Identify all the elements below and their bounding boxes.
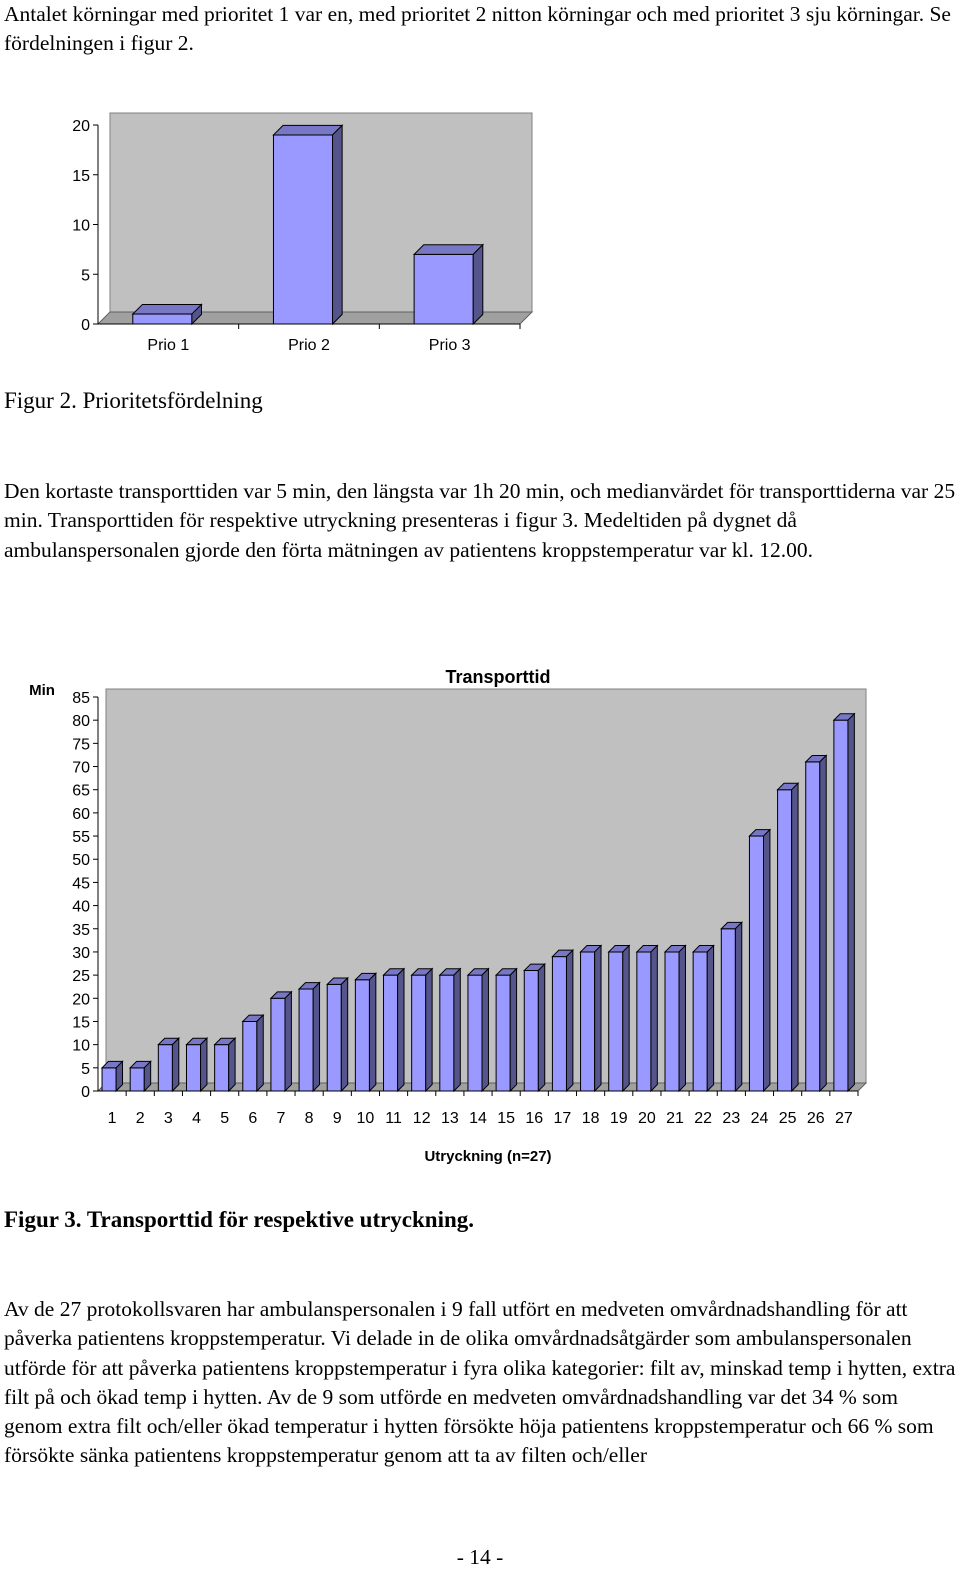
x-tick-label: 20	[637, 1110, 656, 1127]
bar-side	[595, 946, 601, 1091]
bar-side	[257, 1015, 263, 1091]
x-tick-label: Prio 1	[147, 337, 190, 354]
y-tick-label: 5	[81, 267, 90, 285]
bar-front	[133, 314, 192, 324]
bar-front	[215, 1045, 229, 1091]
bar-front	[271, 998, 285, 1091]
transport-time-chart	[0, 660, 960, 1170]
x-tick-label: 21	[666, 1110, 684, 1127]
y-tick-label: 35	[72, 921, 90, 939]
x-tick-label: 3	[163, 1110, 173, 1127]
x-tick-label: 7	[276, 1110, 286, 1127]
bar-side	[707, 946, 713, 1091]
bar-side	[333, 125, 343, 324]
x-tick-label: 24	[750, 1110, 769, 1127]
y-tick-label: 5	[81, 1060, 90, 1078]
y-tick-label: 60	[72, 805, 90, 823]
x-tick-label: 2	[135, 1110, 145, 1127]
x-tick-label: 14	[469, 1110, 487, 1127]
y-tick-label: 50	[72, 852, 90, 870]
y-tick-label: 25	[72, 968, 90, 986]
bar-front	[609, 952, 623, 1091]
y-tick-label: 85	[72, 690, 90, 707]
bar-side	[510, 969, 516, 1091]
x-axis-label: Utryckning (n=27)	[424, 1148, 552, 1165]
bar-top	[273, 125, 342, 135]
bar-front	[186, 1045, 200, 1091]
bar-top	[414, 245, 483, 255]
bar-front	[552, 957, 566, 1091]
x-tick-label: 19	[609, 1110, 628, 1127]
x-tick-label: 26	[806, 1110, 825, 1127]
x-tick-label: 10	[356, 1110, 375, 1127]
x-tick-label: 4	[192, 1110, 201, 1127]
bar-side	[482, 969, 488, 1091]
y-tick-label: 55	[72, 829, 90, 847]
bar-side	[285, 992, 291, 1091]
y-tick-label: 20	[72, 118, 90, 135]
y-tick-label: 20	[72, 991, 90, 1009]
intro-paragraph: Antalet körningar med prioritet 1 var en, med prioritet 2 nitton körningar och med prioritet 3 sju körningar. Se fördelningen i figur 2.	[4, 2, 951, 56]
bar-front	[158, 1045, 172, 1091]
bar-side	[426, 969, 432, 1091]
x-tick-label: 27	[835, 1110, 853, 1127]
bar-front	[384, 975, 398, 1091]
bar-front	[299, 989, 313, 1091]
x-tick-label: 1	[107, 1110, 117, 1127]
bar-front	[412, 975, 426, 1091]
bar-front	[693, 952, 707, 1091]
bar-front	[524, 970, 538, 1091]
y-tick-label: 0	[81, 317, 90, 334]
bar-front	[414, 254, 473, 324]
x-tick-label: 17	[553, 1110, 572, 1127]
y-tick-label: 10	[72, 1037, 90, 1055]
bar-side	[369, 973, 375, 1091]
x-tick-label: 13	[440, 1110, 459, 1127]
y-tick-label: 65	[72, 782, 90, 800]
bar-side	[341, 978, 347, 1091]
y-tick-label: 0	[81, 1084, 90, 1101]
bar-front	[749, 836, 763, 1091]
bar-side	[651, 946, 657, 1091]
page-number: - 14 -	[456, 1545, 504, 1569]
bar-side	[454, 969, 460, 1091]
x-tick-label: 25	[778, 1110, 797, 1127]
y-tick-label: 30	[72, 944, 90, 962]
y-tick-label: 80	[72, 713, 90, 731]
bar-front	[273, 135, 332, 324]
figure3-caption: Figur 3. Transporttid för respektive utryckning.	[4, 1207, 475, 1232]
y-tick-label: 75	[72, 736, 90, 754]
x-tick-label: 18	[581, 1110, 600, 1127]
bar-side	[848, 714, 854, 1091]
x-tick-label: Prio 3	[428, 337, 471, 354]
bar-side	[679, 946, 685, 1091]
y-tick-label: 15	[72, 167, 90, 185]
y-tick-label: 15	[72, 1014, 90, 1032]
y-tick-label: 45	[72, 875, 90, 893]
x-tick-label: 16	[525, 1110, 544, 1127]
y-tick-label: 70	[72, 759, 90, 777]
x-tick-label: 12	[412, 1110, 431, 1127]
x-tick-label: 22	[694, 1110, 713, 1127]
y-tick-label: 10	[72, 217, 90, 235]
x-tick-label: 8	[304, 1110, 314, 1127]
bar-front	[468, 975, 482, 1091]
bar-side	[764, 830, 770, 1091]
bar-side	[820, 755, 826, 1091]
figure2-caption: Figur 2. Prioritetsfördelning	[4, 388, 263, 413]
x-tick-label: Prio 2	[288, 337, 330, 354]
bar-top	[133, 304, 202, 314]
bar-side	[566, 950, 572, 1091]
bar-front	[496, 975, 510, 1091]
bar-front	[721, 929, 735, 1091]
chart-title: Transporttid	[445, 667, 551, 687]
care-action-paragraph: Av de 27 protokollsvaren har ambulanspersonalen i 9 fall utfört en medveten omvårdnadshandling för att påverka patientens kroppstemperatur. Vi delade in de olika omvårdnadsåtgärder som ambulanspersonalen utförde för att påverka patientens kroppstemperatur i fyra olika kategorier: filt av, minskad temp i hytten, extra filt på och ökad temp i hytten. Av de 9 som utförde en medveten omvårdnadshandling var det 34 % som genom extra filt och/eller ökad temperatur i hytten försökte höja patientens kroppstemperatur och 66 % som försökte sänka patientens kroppstemperatur genom att ta av filten och/eller	[4, 1297, 956, 1468]
y-tick-label: 40	[72, 898, 90, 916]
bar-front	[243, 1021, 257, 1091]
priority-distribution-chart	[0, 105, 600, 365]
bar-front	[130, 1068, 144, 1091]
bar-front	[834, 720, 848, 1091]
bar-side	[172, 1038, 178, 1091]
y-axis-label: Min	[29, 682, 55, 699]
bar-front	[778, 790, 792, 1091]
bar-front	[637, 952, 651, 1091]
x-tick-label: 23	[722, 1110, 741, 1127]
bar-front	[355, 980, 369, 1091]
bar-front	[581, 952, 595, 1091]
bar-front	[102, 1068, 116, 1091]
bar-front	[806, 762, 820, 1091]
x-tick-label: 9	[332, 1110, 342, 1127]
bar-side	[229, 1038, 235, 1091]
bar-side	[623, 946, 629, 1091]
x-tick-label: 5	[220, 1110, 230, 1127]
bar-front	[665, 952, 679, 1091]
transport-time-paragraph: Den kortaste transporttiden var 5 min, den längsta var 1h 20 min, och medianvärdet för transporttiderna var 25 min. Transporttiden för respektive utryckning presenteras i figur 3. Medeltiden på dygnet då ambulanspersonalen gjorde den förta mätningen av patientens kroppstemperatur var kl. 12.00.	[4, 479, 956, 562]
bar-side	[792, 783, 798, 1091]
bar-side	[313, 983, 319, 1091]
bar-side	[398, 969, 404, 1091]
bar-side	[735, 922, 741, 1091]
x-tick-label: 15	[497, 1110, 516, 1127]
bar-side	[538, 964, 544, 1091]
x-tick-label: 6	[248, 1110, 258, 1127]
bar-side	[473, 245, 483, 324]
bar-side	[201, 1038, 207, 1091]
bar-front	[440, 975, 454, 1091]
x-tick-label: 11	[385, 1110, 402, 1127]
bar-front	[327, 984, 341, 1091]
